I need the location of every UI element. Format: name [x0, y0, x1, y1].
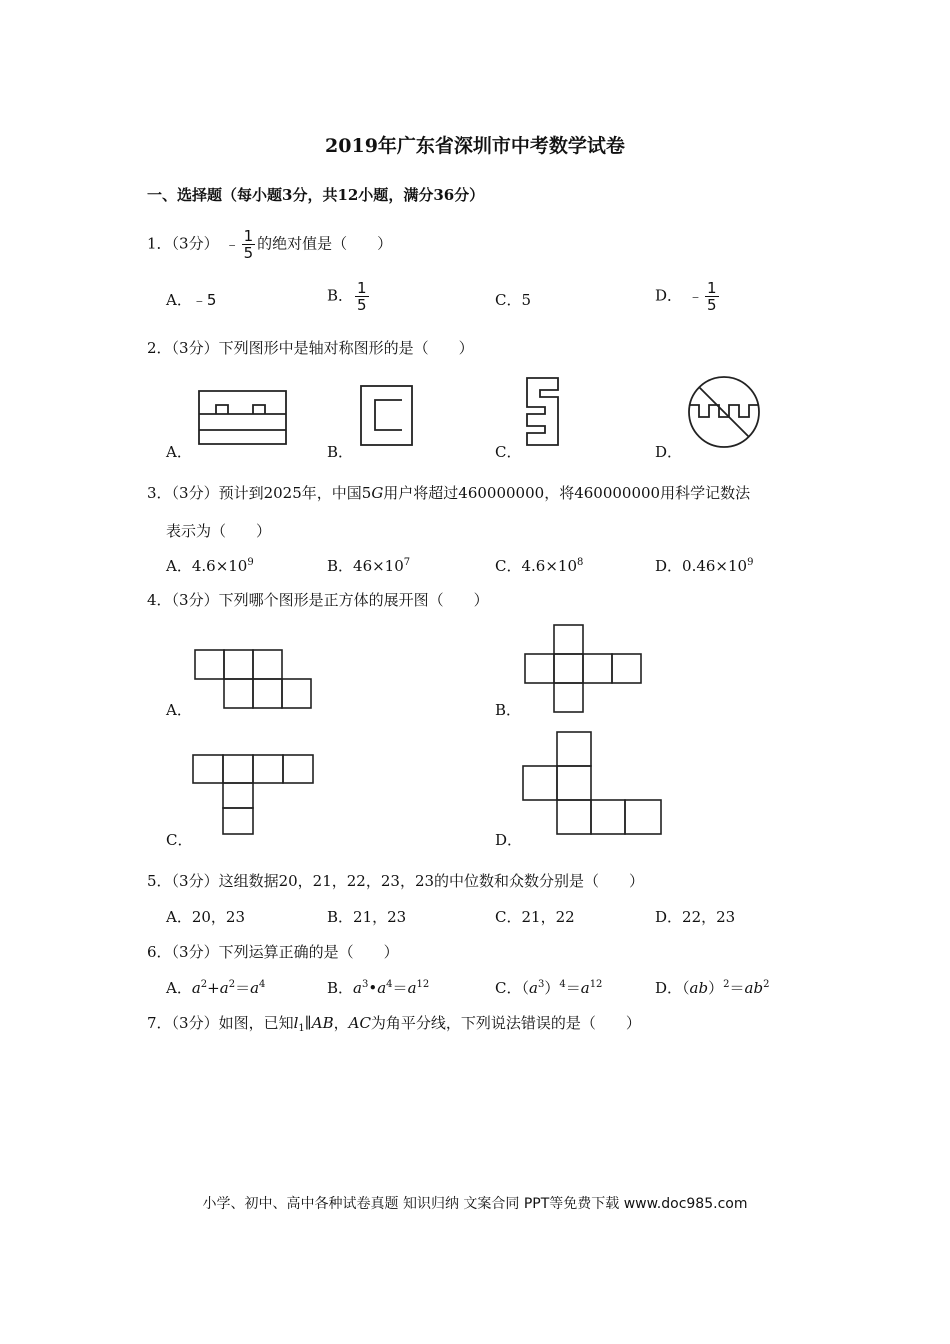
question-3-cont: 表示为（ ） [166, 522, 272, 540]
question-7: 7．（3分）如图，已知$l_1\parallel AB$，AC为角平分线，下列说法错误的是（ ） [147, 1014, 641, 1034]
page-title: 2019年广东省深圳市中考数学试卷 [325, 135, 625, 157]
figure-2b [360, 385, 414, 447]
net-d [522, 731, 664, 837]
question-stem: 的绝对值是（ ） [257, 234, 393, 253]
option-d[interactable]: D． [655, 443, 683, 461]
fraction: $\frac{1}{5}$ [357, 279, 367, 314]
option-c[interactable]: C．21，22 [495, 908, 575, 926]
option-a[interactable]: A． [166, 443, 192, 461]
question-2: 2．（3分）下列图形中是轴对称图形的是（ ） [147, 339, 474, 357]
section-heading: 一、选择题（每小题3分，共12小题，满分36分） [147, 186, 485, 204]
option-b[interactable]: B．21，23 [327, 908, 407, 926]
option-a[interactable]: A．20，23 [166, 908, 246, 926]
option-b[interactable]: B． [495, 701, 522, 719]
question-3: 3．（3分）预计到2025年，中国5G用户将超过460000000，将460000000用科学记数法 [147, 484, 751, 502]
fraction: $\frac{1}{5}$ [707, 279, 717, 314]
option-c[interactable]: C．5 [495, 291, 532, 309]
option-d[interactable]: D．$(ab)^2=ab^2$ [655, 979, 770, 997]
question-6: 6．（3分）下列运算正确的是（ ） [147, 943, 399, 961]
question-1 [147, 228, 392, 261]
net-a [194, 649, 314, 711]
option-d[interactable]: D．22，23 [655, 908, 736, 926]
question-number: 1． [147, 234, 172, 253]
option-a[interactable]: A．﹣5 [166, 291, 217, 309]
option-c[interactable]: C． [166, 831, 193, 849]
option-c[interactable]: C．$4.6\times 10^8$ [495, 557, 584, 575]
option-d[interactable]: D． ﹣ $\frac{1}{5}$ [655, 279, 717, 314]
option-b[interactable]: B．$46\times 10^7$ [327, 557, 411, 575]
net-b [524, 624, 644, 714]
option-c[interactable]: C．$(a^3)^4=a^{12}$ [495, 979, 603, 997]
option-b[interactable]: B．$a^3•a^4=a^{12}$ [327, 979, 430, 997]
net-c [192, 754, 316, 836]
option-a[interactable]: A． [166, 701, 192, 719]
option-b[interactable]: B． [327, 443, 354, 461]
fraction: $\frac{1}{5}$ [243, 227, 254, 262]
minus-sign: ﹣ [224, 234, 240, 253]
figure-2d [687, 375, 761, 449]
question-4: 4．（3分）下列哪个图形是正方体的展开图（ ） [147, 591, 489, 609]
figure-2a [198, 390, 288, 446]
option-c[interactable]: C． [495, 443, 522, 461]
question-score: （3分） [171, 234, 219, 253]
option-a[interactable]: A．$a^2+a^2=a^4$ [166, 979, 266, 997]
question-5: 5．（3分）这组数据20，21，22，23，23的中位数和众数分别是（ ） [147, 872, 645, 890]
option-b[interactable]: B． $\frac{1}{5}$ [327, 279, 367, 314]
option-d[interactable]: D． [495, 831, 523, 849]
figure-2c [526, 377, 560, 447]
option-a[interactable]: A．$4.6\times 10^9$ [166, 557, 254, 575]
option-d[interactable]: D．$0.46\times 10^9$ [655, 557, 754, 575]
footer-text: 小学、初中、高中各种试卷真题 知识归纳 文案合同 PPT等免费下载 www.doc985.com [202, 1196, 748, 1212]
